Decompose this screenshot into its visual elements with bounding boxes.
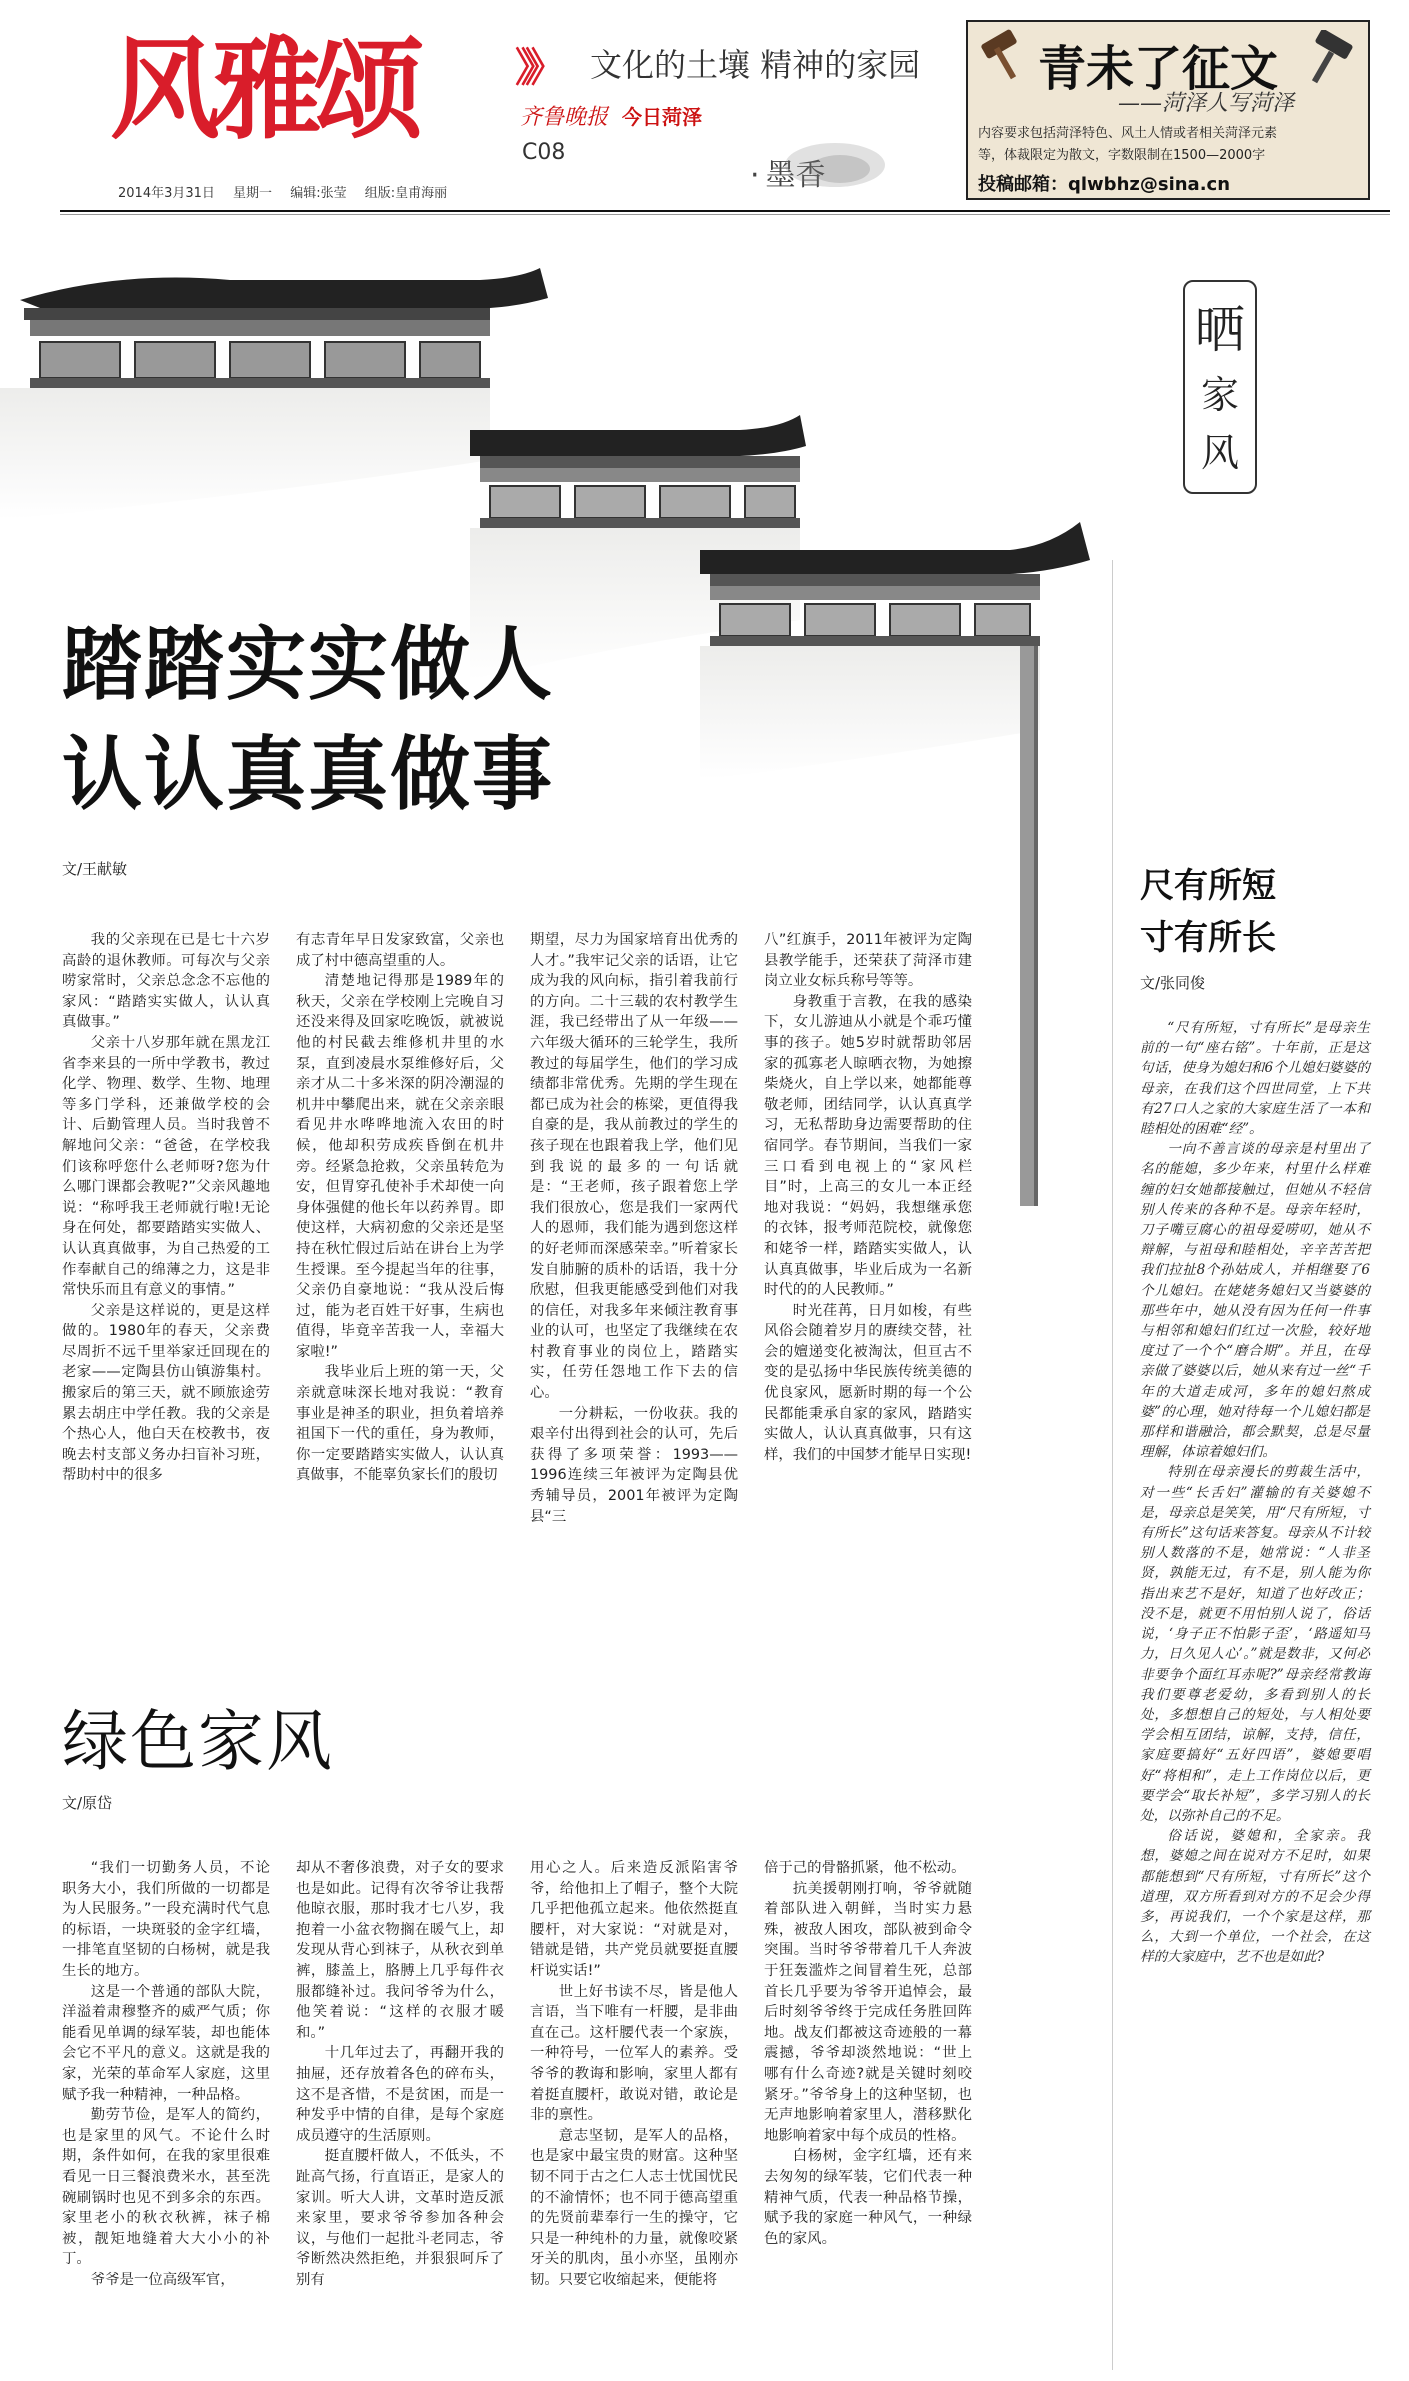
paragraph: 意志坚韧，是军人的品格，也是家中最宝贵的财富。这种坚韧不同于古之仁人志士忧国忧民的不渝情怀；也不同于德高望重的先贤前辈奉行一生的操守，它只是一种纯朴的力量，就像咬紧牙关的肌肉，虽小亦坚，虽刚亦韧。只要它收缩起来，便能将 bbox=[530, 2127, 738, 2288]
article3-headline bbox=[1140, 860, 1276, 964]
paragraph: 身教重于言教，在我的感染下，女儿游迪从小就是个乖巧懂事的孩子。她5岁时就帮助邻居家的孤寡老人晾晒衣物，为她擦柴烧火，自上学以来，她都能尊敬老师，团结同学，认认真真学习，无私帮助身边需要帮助的住宿同学。春节期间，当我们一家三口看到电视上的“家风栏目”时，上高三的女儿一本正经地对我说：“妈妈，我想继承您的衣钵，报考师范院校，就像您和姥爷一样，踏踏实实做人，认认真真做事，毕业后成为一名新时代的的人民教师。” bbox=[764, 993, 972, 1299]
paragraph: “我们一切勤务人员，不论职务大小，我们所做的一切都是为人民服务。”一段充满时代气息的标语，一块斑驳的金字红墙，一排笔直坚韧的白杨树，就是我生长的地方。 bbox=[62, 1860, 270, 1979]
essay-contest-ad bbox=[966, 20, 1370, 200]
paragraph: 挺直腰杆做人，不低头，不趾高气扬，行直语正，是家人的家训。听大人讲，文革时造反派来家里，要求爷爷参加各种会议，与他们一起批斗老同志，爷爷断然决然拒绝，并狠狠呵斥了别有 bbox=[296, 2148, 504, 2288]
paragraph: 我毕业后上班的第一天，父亲就意味深长地对我说：“教育事业是神圣的职业，担负着培养祖国下一代的重任，身为教师，你一定要踏踏实实做人，认认真真做事，不能辜负家长们的殷切 bbox=[296, 1364, 504, 1484]
page-number: C08 bbox=[522, 140, 566, 165]
article2-headline: 绿色家风 bbox=[62, 1703, 334, 1780]
paragraph: 白杨树，金字红墙，还有来去匆匆的绿军装，它们代表一种精神气质，代表一种品格节操，赋予我的家庭一种风气，一种绿色的家风。 bbox=[764, 2148, 972, 2247]
layout-credit: 组版:皇甫海丽 bbox=[364, 186, 448, 201]
article1-byline: 文/王献敏 bbox=[62, 860, 128, 878]
paragraph: 清楚地记得那是1989年的秋天，父亲在学校刚上完晚自习还没来得及回家吃晚饭，就被说他的村民截去维修机井里的水泵，直到凌晨水泵维修好后，父亲才从二十多米深的阴冷潮湿的机井中攀爬出来，就在父亲亲眼看见井水哗哗地流入农田的时候，他却积劳成疾昏倒在机井旁。经紧急抢救，父亲虽转危为安，但胃穿孔使补手术却使一向身体强健的他长年以药养胃。即使这样，大病初愈的父亲还是坚持在秋忙假过后站在讲台上为学生授课。至今提起当年的往事，父亲仍自豪地说：“我从没后悔过，能为老百姓干好事，生病也值得，毕竟辛苦我一人，幸福大家啦!” bbox=[296, 973, 504, 1360]
ad-requirement-line: 等，体裁限定为散文，字数限制在1500—2000字 bbox=[978, 148, 1266, 163]
column-divider bbox=[1112, 560, 1113, 2370]
paragraph: 用心之人。后来造反派陷害爷爷，给他扣上了帽子，整个大院几乎把他孤立起来。他依然挺直腰杆，对大家说：“对就是对，错就是错，共产党员就要挺直腰杆说实话!” bbox=[530, 1860, 738, 1979]
article2-byline: 文/原岱 bbox=[62, 1794, 113, 1812]
masthead-title: 风雅颂 bbox=[110, 25, 416, 154]
paragraph: 期望，尽力为国家培育出优秀的人才。”我牢记父亲的话语，让它成为我的风向标，指引着我前行的方向。二十三载的农村教学生涯，我已经带出了从一年级——六年级大循环的三轮学生，我所教过的每届学生，他们的学习成绩都非常优秀。先期的学生现在都已成为社会的栋梁，更值得我自豪的是，我从前教过的学生的孩子现在也跟着我上学，他们见到我说的最多的一句话就是：“王老师，孩子跟着您上学我们很放心，您是我们一家两代人的恩师，我们能为遇到您这样的好老师而深感荣幸。”听着家长发自肺腑的质朴的话语，我十分欣慰，但我更能感受到他们对我的信任，对我多年来倾注教育事业的认可，也坚定了我继续在农村教育事业的岗位上，踏踏实实，任劳任怨地工作下去的信心。 bbox=[530, 932, 738, 1402]
article1-column-3 bbox=[530, 930, 738, 1527]
header-rule-thin bbox=[60, 214, 1390, 215]
paragraph: 却从不奢侈浪费，对子女的要求也是如此。记得有次爷爷让我帮他晾衣服，那时我才七八岁，我抱着一小盆衣物搁在暖气上，却发现从背心到袜子，从秋衣到单裤，膝盖上，胳膊上几乎每件衣服都缝补过。我问爷爷为什么，他笑着说：“这样的衣服才暖和。” bbox=[296, 1860, 504, 2041]
article2-column-2 bbox=[296, 1858, 504, 2290]
newspaper-name: 齐鲁晚报 bbox=[520, 105, 609, 130]
paragraph: 一分耕耘，一份收获。我的艰辛付出得到社会的认可，先后获得了多项荣誉：1993——1996连续三年被评为定陶县优秀辅导员，2001年被评为定陶县“三 bbox=[530, 1405, 738, 1525]
paragraph: 有志青年早日发家致富，父亲也成了村中德高望重的人。 bbox=[296, 932, 504, 969]
gavel-icon bbox=[1306, 30, 1366, 86]
issue-weekday: 星期一 bbox=[233, 186, 273, 201]
article3-byline: 文/张同俊 bbox=[1140, 974, 1206, 992]
section-dot: · bbox=[750, 158, 760, 193]
paragraph: 特别在母亲漫长的剪裁生活中，对一些“长舌妇”灌输的有关婆媳不是，母亲总是笑笑，用“尺有所短，寸有所长”这句话来答复。母亲从不计较别人数落的不是，她常说：“人非圣贤，孰能无过，有不是，别人能为你指出来艺不是好，知道了也好改正；没不是，就更不用怕别人说了，俗话说，‘身子正不怕影子歪’，‘路遥知马力，日久见人心’。”就是数非，又何必非要争个面红耳赤呢?”母亲经常教诲我们要尊老爱幼，多看到别人的长处，多想想自己的短处，与人相处要学会相互团结，谅解，支持，信任，家庭要搞好“五好四语”，婆媳要唱好“将相和”，走上工作岗位以后，更要学会“取长补短”，多学习别人的长处，以弥补自己的不足。 bbox=[1140, 1464, 1370, 1824]
column-tag-char: 家 bbox=[1200, 373, 1239, 417]
paragraph: 抗美援朝刚打响，爷爷就随着部队进入朝鲜，当时实力悬殊，被敌人困攻，部队被到命令突围。当时爷爷带着几千人奔波于狂轰滥炸之间冒着生死，总部首长几乎要为爷爷开追悼会，最后时刻爷爷终于完成任务胜回阵地。战友们都被这奇迹般的一幕震撼，爷爷却淡然地说：“世上哪有什么奇迹?就是关键时刻咬紧牙。”爷爷身上的这种坚韧，也无声地影响着家里人，潜移默化地影响着家中每个成员的性格。 bbox=[764, 1880, 972, 2144]
article1-headline bbox=[62, 610, 554, 830]
ad-requirement-line: 内容要求包括菏泽特色、风土人情或者相关菏泽元素 bbox=[978, 126, 1278, 141]
column-tag-family-style bbox=[1183, 280, 1257, 494]
paragraph: 俗话说，婆媳和，全家亲。我想，婆媳之间在说对方不足时，如果都能想到“尺有所短，寸有所长”这个道理，双方所看到对方的不足会少得多，再说我们，一个个家是这样，那么，大到一个单位，一个社会，在这样的大家庭中，艺不也是如此? bbox=[1140, 1828, 1370, 1966]
paragraph: 倍于己的骨骼抓紧，他不松动。 bbox=[764, 1860, 966, 1876]
masthead-slogan: 文化的土壤 精神的家园 bbox=[590, 46, 921, 84]
paragraph: 爷爷是一位高级军官， bbox=[90, 2271, 235, 2288]
article2-column-4 bbox=[764, 1858, 972, 2249]
paragraph: 八”红旗手，2011年被评为定陶县教学能手，还荣获了菏泽市建岗立业女标兵称号等等。 bbox=[764, 932, 972, 990]
article3-headline-line1: 尺有所短 bbox=[1140, 866, 1276, 906]
ad-email: 投稿邮箱：qlwbhz@sina.cn bbox=[978, 174, 1231, 195]
paragraph: 父亲十八岁那年就在黑龙江省李来县的一所中学教书，教过化学、物理、数学、生物、地理等多门学科，还兼做学校的会计、后勤管理人员。当时我曾不解地问父亲：“爸爸，在学校我们该称呼您什么老师呀?您为什么哪门课都会教呢?”父亲风趣地说：“称呼我王老师就行啦!无论身在何处，都要踏踏实实做人、认认真真做事，为自己热爱的工作奉献自己的绵薄之力，这是非常快乐而且有意义的事情。” bbox=[62, 1034, 270, 1299]
paragraph: 世上好书读不尽，皆是他人言语，当下唯有一杆腰，是非曲直在己。这杆腰代表一个家族，一种符号，一位军人的素养。受爷爷的教诲和影响，家里人都有着挺直腰杆，敢说对错，敢论是非的禀性。 bbox=[530, 1983, 738, 2124]
paragraph: 我的父亲现在已是七十六岁高龄的退休教师。可每次与父亲唠家常时，父亲总念念不忘他的家风：“踏踏实实做人，认认真真做事。” bbox=[62, 932, 270, 1031]
paragraph: 一向不善言谈的母亲是村里出了名的能媳，多少年来，村里什么样难缠的妇女她都接触过，但她从不轻信别人传来的各种不是。母亲年轻时，刀子嘴豆腐心的祖母爱唠叨，她从不辩解，与祖母和睦相处，辛辛苦苦把我们拉扯8个孙姑成人，并相继娶了6个儿媳妇。在姥姥务媳妇又当婆婆的那些年中，她从没有因为任何一件事与相邻和媳妇们红过一次脸，较好地度过了一个个“磨合期”。并且，在母亲做了婆婆以后，她从来有过一丝“千年的大道走成河，多年的媳妇熬成婆”的心理，她对待每一个儿媳妇都是那样和谐融洽，都会默契，总是尽量理解，体谅着媳妇们。 bbox=[1140, 1141, 1370, 1461]
paragraph: 父亲是这样说的，更是这样做的。1980年的春天，父亲费尽周折不远千里举家迁回现在的老家——定陶县仿山镇游集村。搬家后的第三天，就不顾旅途劳累去胡庄中学任教。我的父亲是个热心人，他白天在校教书，夜晚去村支部义务办扫盲补习班，帮助村中的很多 bbox=[62, 1302, 270, 1484]
column-tag-char: 风 bbox=[1200, 431, 1239, 475]
article2-column-1 bbox=[62, 1858, 270, 2290]
article1-headline-line1: 踏踏实实做人 bbox=[62, 618, 554, 711]
paragraph: 十几年过去了，再翻开我的抽屉，还存放着各色的碎布头，这不是吝惜，不是贫困，而是一种发乎中情的自律，是每个家庭成员遵守的生活原则。 bbox=[296, 2045, 504, 2144]
newspaper-brand bbox=[520, 100, 702, 131]
editor-credit: 编辑:张莹 bbox=[290, 186, 347, 201]
ink-wash-blot bbox=[780, 135, 890, 195]
article1-column-1 bbox=[62, 930, 270, 1486]
hammer-icon bbox=[976, 28, 1036, 84]
column-tag-char: 晒 bbox=[1195, 301, 1245, 359]
article1-column-4 bbox=[764, 930, 972, 1465]
section-label: 墨香 bbox=[765, 158, 826, 193]
edition-name: 今日菏泽 bbox=[622, 105, 703, 129]
paragraph: 时光荏苒，日月如梭，有些风俗会随着岁月的赓续交替，社会的嬗递变化被淘汰，但亘古不变的是弘扬中华民族传统美德的优良家风，愿新时期的每一个公民都能秉承自家的家风，踏踏实实做人，认认真真做事，只有这样，我们的中国梦才能早日实现! bbox=[764, 1302, 972, 1463]
article1-headline-line2: 认认真真做事 bbox=[62, 728, 554, 821]
header-rule bbox=[60, 210, 1390, 212]
ad-subtitle: ——菏泽人写菏泽 bbox=[1118, 91, 1295, 116]
issue-date: 2014年3月31日 bbox=[118, 186, 215, 201]
article3-body bbox=[1140, 1018, 1370, 1968]
article2-column-3 bbox=[530, 1858, 738, 2290]
paragraph: “尺有所短，寸有所长”是母亲生前的一句“座右铭”。十年前，正是这句话，使身为媳妇和6个儿媳妇婆婆的母亲，在我们这个四世同堂，上下共有27口人之家的大家庭生活了一本和睦相处的困难“经”。 bbox=[1140, 1020, 1370, 1138]
article3-headline-line2: 寸有所长 bbox=[1140, 918, 1276, 958]
paragraph: 这是一个普通的部队大院，洋溢着肃穆整齐的威严气质；你能看见单调的绿军装，却也能体会它不平凡的意义。这就是我的家，光荣的革命军人家庭，这里赋予我一种精神，一种品格。 bbox=[62, 1983, 270, 2103]
ad-title: 青未了征文 bbox=[1038, 41, 1279, 97]
paragraph: 勤劳节俭，是军人的简约，也是家里的风气。不论什么时期，条件如何，在我的家里很难看见一日三餐浪费米水，甚至洗碗刷锅时也见不到多余的东西。家里老小的秋衣秋裤，袜子棉被，靓矩地缝着大大小小的补丁。 bbox=[62, 2107, 270, 2268]
double-chevron-icon: 》》 bbox=[515, 45, 555, 91]
article1-column-2 bbox=[296, 930, 504, 1486]
dateline bbox=[118, 182, 461, 201]
